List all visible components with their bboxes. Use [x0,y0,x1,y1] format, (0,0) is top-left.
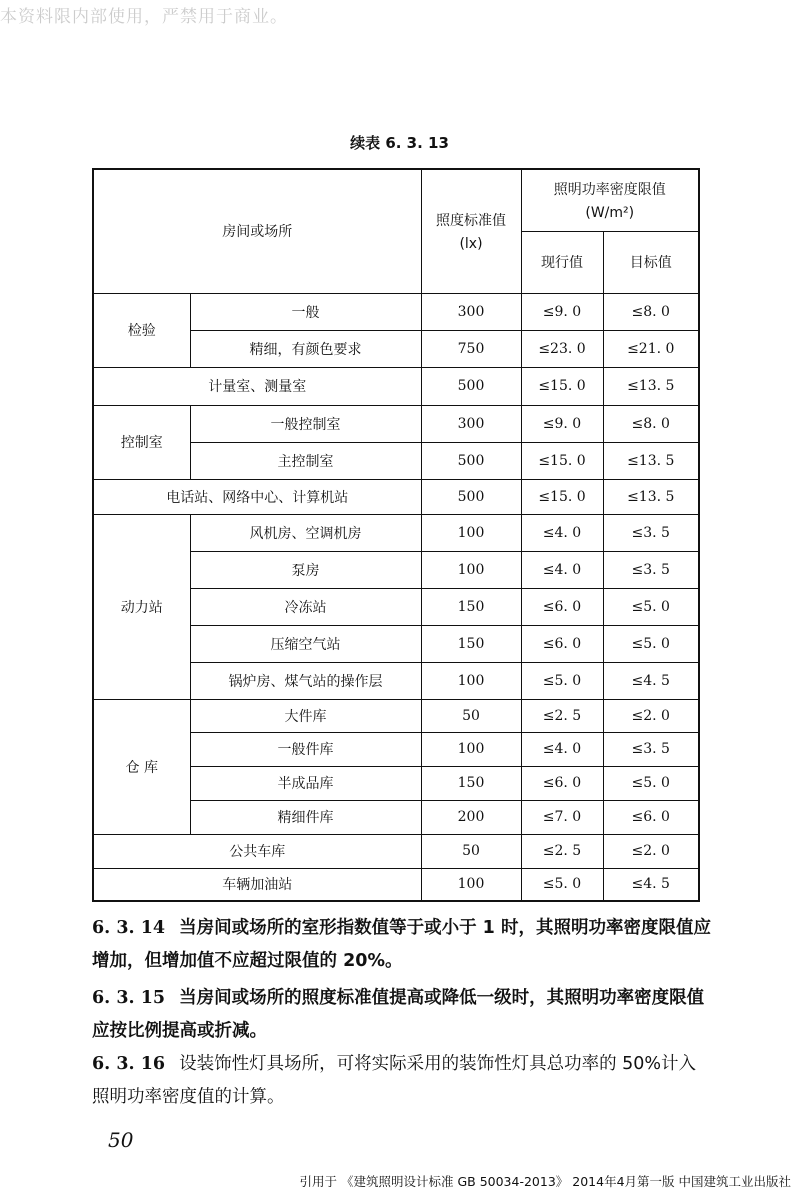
target-limit-cell: ≤21. 0 [603,330,699,367]
table-row [93,699,699,732]
target-limit-cell: ≤2. 0 [603,834,699,868]
target-limit-cell: ≤5. 0 [603,766,699,800]
current-limit-cell: ≤15. 0 [521,367,603,405]
illuminance-cell: 100 [421,868,521,901]
clause-text: 当房间或场所的照度标准值提高或降低一级时，其照明功率密度限值应按比例提高或折减。 [92,988,705,1041]
target-limit-cell: ≤6. 0 [603,800,699,834]
current-limit-cell: ≤15. 0 [521,442,603,479]
place-name-cell: 泵房 [190,551,421,588]
table-row [93,868,699,901]
illuminance-cell: 100 [421,662,521,699]
current-limit-cell: ≤4. 0 [521,514,603,551]
table-row [93,293,699,330]
header-illuminance-label: 照度标准值 [436,213,506,230]
place-name-cell: 一般件库 [190,732,421,766]
target-limit-cell: ≤4. 5 [603,662,699,699]
current-limit-cell: ≤7. 0 [521,800,603,834]
illuminance-cell: 300 [421,405,521,442]
target-limit-cell: ≤8. 0 [603,405,699,442]
clause-number: 6. 3. 14 [92,918,166,938]
place-name-cell: 电话站、网络中心、计算机站 [93,479,421,514]
current-limit-cell: ≤4. 0 [521,551,603,588]
place-name-cell: 半成品库 [190,766,421,800]
illuminance-cell: 150 [421,766,521,800]
target-limit-cell: ≤3. 5 [603,732,699,766]
illuminance-cell: 500 [421,479,521,514]
illuminance-cell: 50 [421,834,521,868]
current-limit-cell: ≤5. 0 [521,662,603,699]
current-limit-cell: ≤2. 5 [521,699,603,732]
table-row [93,834,699,868]
page-number: 50 [108,1128,134,1152]
clause-text: 当房间或场所的室形指数值等于或小于 1 时，其照明功率密度限值应增加，但增加值不应超过限值的 20%。 [92,918,711,971]
target-limit-cell: ≤4. 5 [603,868,699,901]
target-limit-cell: ≤5. 0 [603,625,699,662]
group-cell: 动力站 [93,514,190,699]
place-name-cell: 压缩空气站 [190,625,421,662]
place-name-cell: 计量室、测量室 [93,367,421,405]
header-illuminance [421,169,521,293]
current-limit-cell: ≤5. 0 [521,868,603,901]
illuminance-cell: 500 [421,442,521,479]
current-limit-cell: ≤6. 0 [521,625,603,662]
target-limit-cell: ≤8. 0 [603,293,699,330]
current-limit-cell: ≤9. 0 [521,405,603,442]
target-limit-cell: ≤3. 5 [603,551,699,588]
header-lpd-unit: (W/m²) [585,205,635,222]
header-illuminance-unit: (lx) [459,236,483,253]
group-cell: 控制室 [93,405,190,479]
clause-number: 6. 3. 15 [92,988,166,1008]
illuminance-cell: 750 [421,330,521,367]
illuminance-cell: 150 [421,625,521,662]
current-limit-cell: ≤9. 0 [521,293,603,330]
place-name-cell: 主控制室 [190,442,421,479]
group-cell: 检验 [93,293,190,367]
illuminance-cell: 50 [421,699,521,732]
illuminance-cell: 100 [421,551,521,588]
watermark-text: 本资料限内部使用，严禁用于商业。 [0,7,288,27]
header-place: 房间或场所 [93,169,421,293]
current-limit-cell: ≤4. 0 [521,732,603,766]
current-limit-cell: ≤23. 0 [521,330,603,367]
clause-6-3-14 [92,912,712,978]
place-name-cell: 一般控制室 [190,405,421,442]
table-body [93,293,699,901]
place-name-cell: 大件库 [190,699,421,732]
target-limit-cell: ≤2. 0 [603,699,699,732]
illuminance-cell: 500 [421,367,521,405]
clause-6-3-16 [92,1048,712,1114]
current-limit-cell: ≤6. 0 [521,766,603,800]
place-name-cell: 公共车库 [93,834,421,868]
table-caption: 续表 6. 3. 13 [350,134,449,152]
table-row [93,479,699,514]
lpd-table [92,168,700,902]
header-current: 现行值 [521,231,603,293]
target-limit-cell: ≤3. 5 [603,514,699,551]
target-limit-cell: ≤5. 0 [603,588,699,625]
group-cell: 仓 库 [93,699,190,834]
place-name-cell: 精细，有颜色要求 [190,330,421,367]
target-limit-cell: ≤13. 5 [603,479,699,514]
clause-number: 6. 3. 16 [92,1054,166,1074]
illuminance-cell: 300 [421,293,521,330]
place-name-cell: 风机房、空调机房 [190,514,421,551]
illuminance-cell: 150 [421,588,521,625]
current-limit-cell: ≤2. 5 [521,834,603,868]
current-limit-cell: ≤15. 0 [521,479,603,514]
header-lpd-label: 照明功率密度限值 [553,182,666,199]
current-limit-cell: ≤6. 0 [521,588,603,625]
place-name-cell: 冷冻站 [190,588,421,625]
place-name-cell: 车辆加油站 [93,868,421,901]
header-lpd [521,169,699,231]
illuminance-cell: 200 [421,800,521,834]
table-row [93,405,699,442]
citation-footer: 引用于 《建筑照明设计标准 GB 50034-2013》 2014年4月第一版 中国建筑工业出版社 [299,1174,791,1189]
header-target: 目标值 [603,231,699,293]
target-limit-cell: ≤13. 5 [603,442,699,479]
table-row [93,514,699,551]
illuminance-cell: 100 [421,514,521,551]
table-row [93,367,699,405]
place-name-cell: 锅炉房、煤气站的操作层 [190,662,421,699]
clause-6-3-15 [92,982,712,1048]
place-name-cell: 精细件库 [190,800,421,834]
illuminance-cell: 100 [421,732,521,766]
target-limit-cell: ≤13. 5 [603,367,699,405]
clause-text: 设装饰性灯具场所，可将实际采用的装饰性灯具总功率的 50%计入照明功率密度值的计算。 [92,1054,697,1107]
place-name-cell: 一般 [190,293,421,330]
